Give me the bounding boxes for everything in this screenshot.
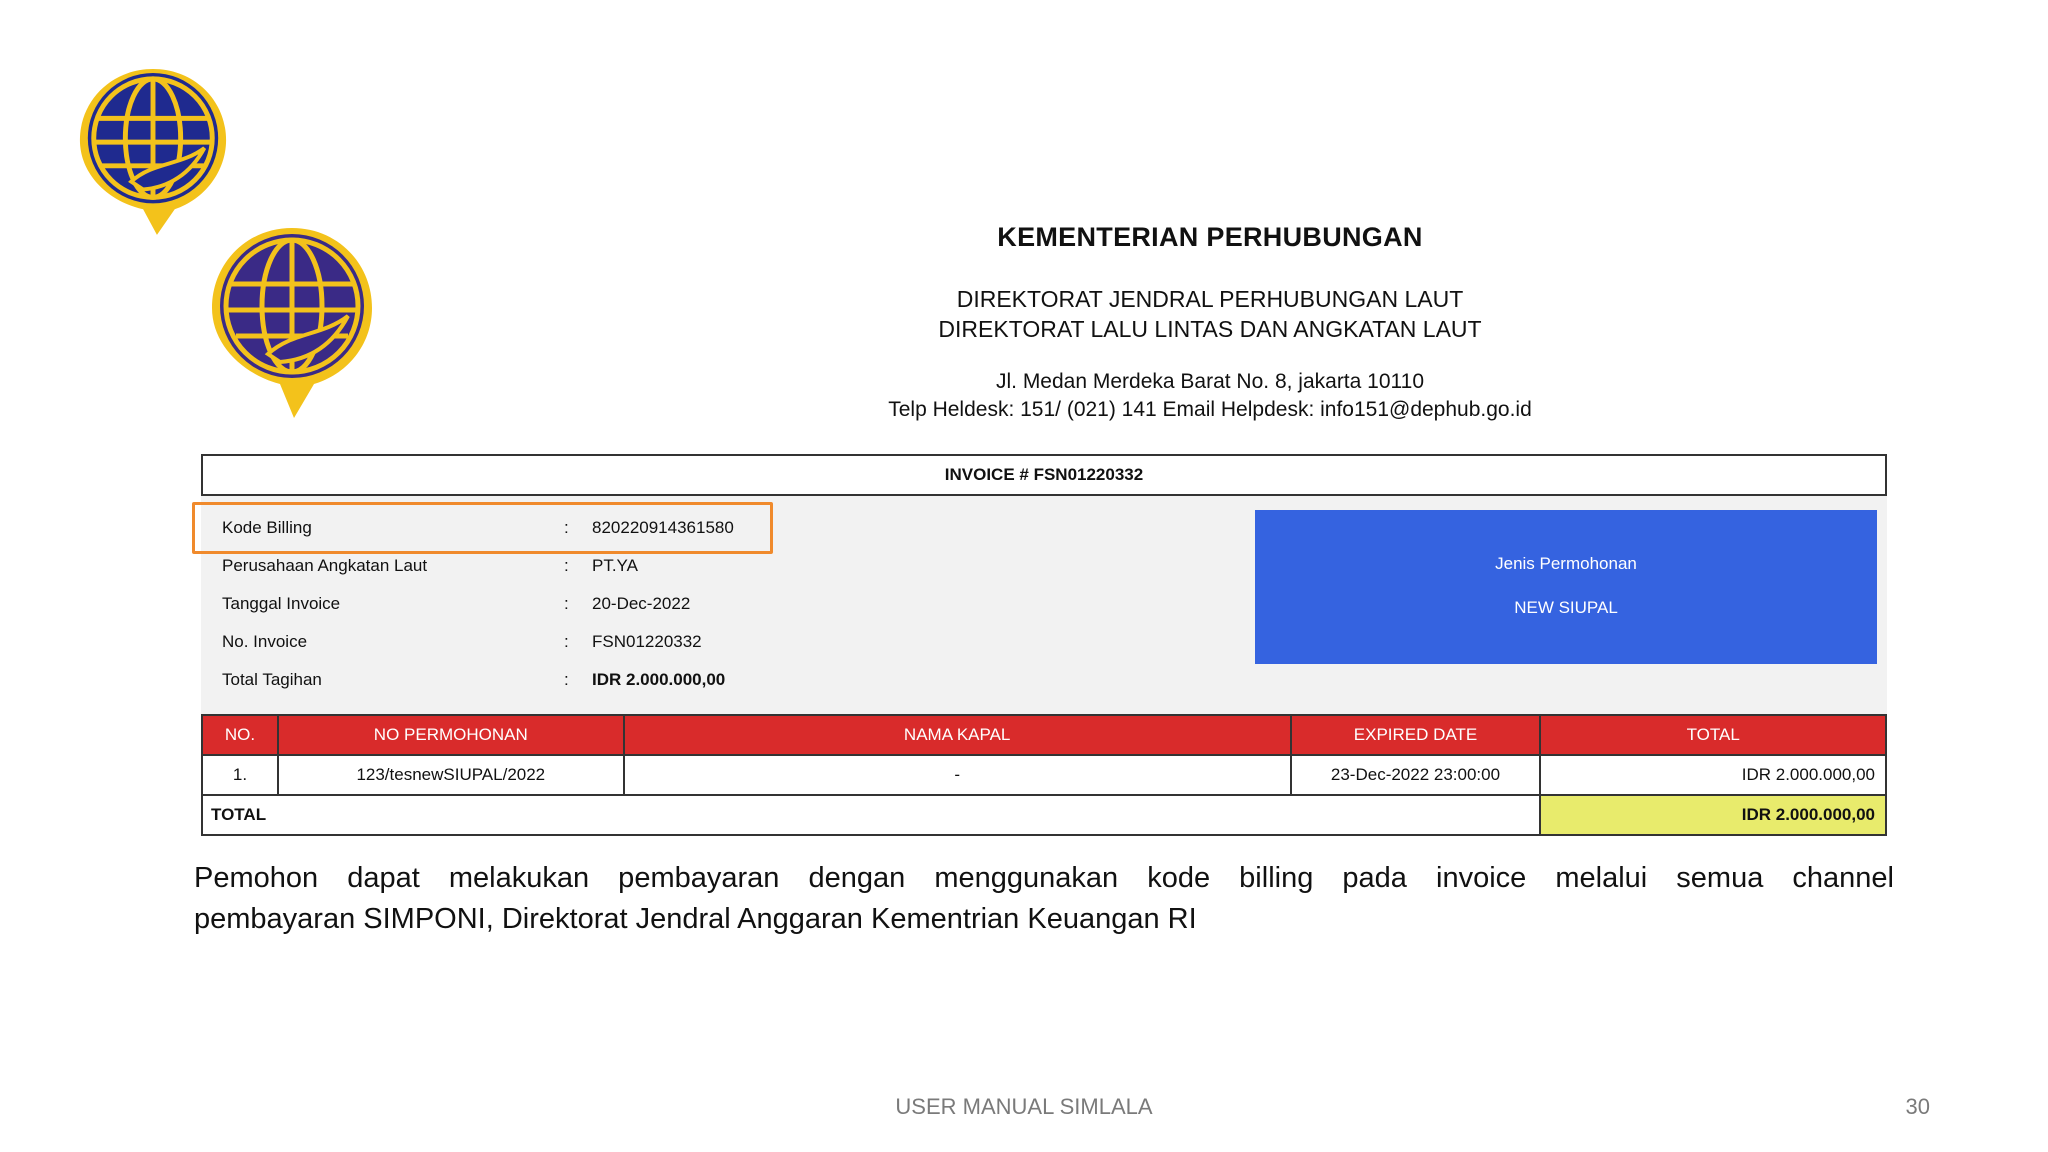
info-value-tanggal-invoice: 20-Dec-2022 (592, 594, 691, 613)
cell-no: 1. (202, 755, 278, 795)
column-header-expired-date: EXPIRED DATE (1291, 715, 1541, 755)
request-type-box (1255, 510, 1877, 664)
info-value-perusahaan: PT.YA (592, 556, 638, 575)
ministry-logo-icon (74, 62, 232, 238)
kode-billing-highlight (192, 502, 773, 554)
info-value-kode-billing: 820220914361580 (592, 518, 734, 537)
total-value: IDR 2.000.000,00 (1540, 795, 1886, 835)
page-number: 30 (1905, 1094, 1930, 1119)
instruction-line-2: pembayaran SIMPONI, Direktorat Jendral Anggaran Kementrian Keuangan RI (194, 903, 1197, 935)
instruction-line-1: Pemohon dapat melakukan pembayaran dengan menggunakan kode billing pada invoice melalui semua channel (194, 862, 1894, 894)
table-header-row (202, 715, 1886, 755)
info-value-total-tagihan: IDR 2.000.000,00 (592, 670, 726, 689)
cell-total: IDR 2.000.000,00 (1540, 755, 1886, 795)
info-colon: : (564, 632, 569, 651)
request-type-value: NEW SIUPAL (1514, 598, 1618, 617)
ministry-logo-large-icon (206, 222, 378, 420)
column-header-total: TOTAL (1540, 715, 1886, 755)
table-total-row (202, 795, 1886, 835)
info-colon: : (564, 518, 569, 537)
info-label: No. Invoice (222, 632, 308, 651)
info-colon: : (564, 594, 569, 613)
column-header-no-permohonan: NO PERMOHONAN (278, 715, 624, 755)
info-colon: : (564, 670, 569, 689)
info-label: Tanggal Invoice (222, 594, 341, 613)
total-label: TOTAL (202, 795, 1540, 835)
cell-expired-date: 23-Dec-2022 23:00:00 (1291, 755, 1541, 795)
invoice-number: INVOICE # FSN01220332 (944, 465, 1144, 484)
info-row-perusahaan (222, 551, 792, 581)
info-value-no-invoice: FSN01220332 (592, 632, 702, 651)
invoice-heading (201, 454, 1887, 496)
instruction-paragraph (194, 858, 1894, 940)
cell-nama-kapal: - (624, 755, 1291, 795)
ministry-title: KEMENTERIAN PERHUBUNGAN (997, 222, 1423, 252)
contact-line: Telp Heldesk: 151/ (021) 141 Email Helpdesk: info151@dephub.go.id (888, 398, 1532, 421)
column-header-nama-kapal: NAMA KAPAL (624, 715, 1291, 755)
info-label: Perusahaan Angkatan Laut (222, 556, 428, 575)
footer-title: USER MANUAL SIMLALA (895, 1094, 1153, 1119)
info-row-no-invoice (222, 627, 792, 657)
info-colon: : (564, 556, 569, 575)
table-row (202, 755, 1886, 795)
info-row-tanggal-invoice (222, 589, 792, 619)
directorate-line-1: DIREKTORAT JENDRAL PERHUBUNGAN LAUT (956, 286, 1464, 312)
request-type-label: Jenis Permohonan (1495, 554, 1637, 573)
info-label: Total Tagihan (222, 670, 322, 689)
invoice-items-table (201, 714, 1887, 836)
column-header-no: NO. (202, 715, 278, 755)
address-line: Jl. Medan Merdeka Barat No. 8, jakarta 10110 (995, 370, 1424, 393)
directorate-line-2: DIREKTORAT LALU LINTAS DAN ANGKATAN LAUT (938, 316, 1482, 342)
info-label: Kode Billing (222, 518, 312, 537)
info-row-total-tagihan (222, 665, 792, 695)
cell-no-permohonan: 123/tesnewSIUPAL/2022 (278, 755, 624, 795)
